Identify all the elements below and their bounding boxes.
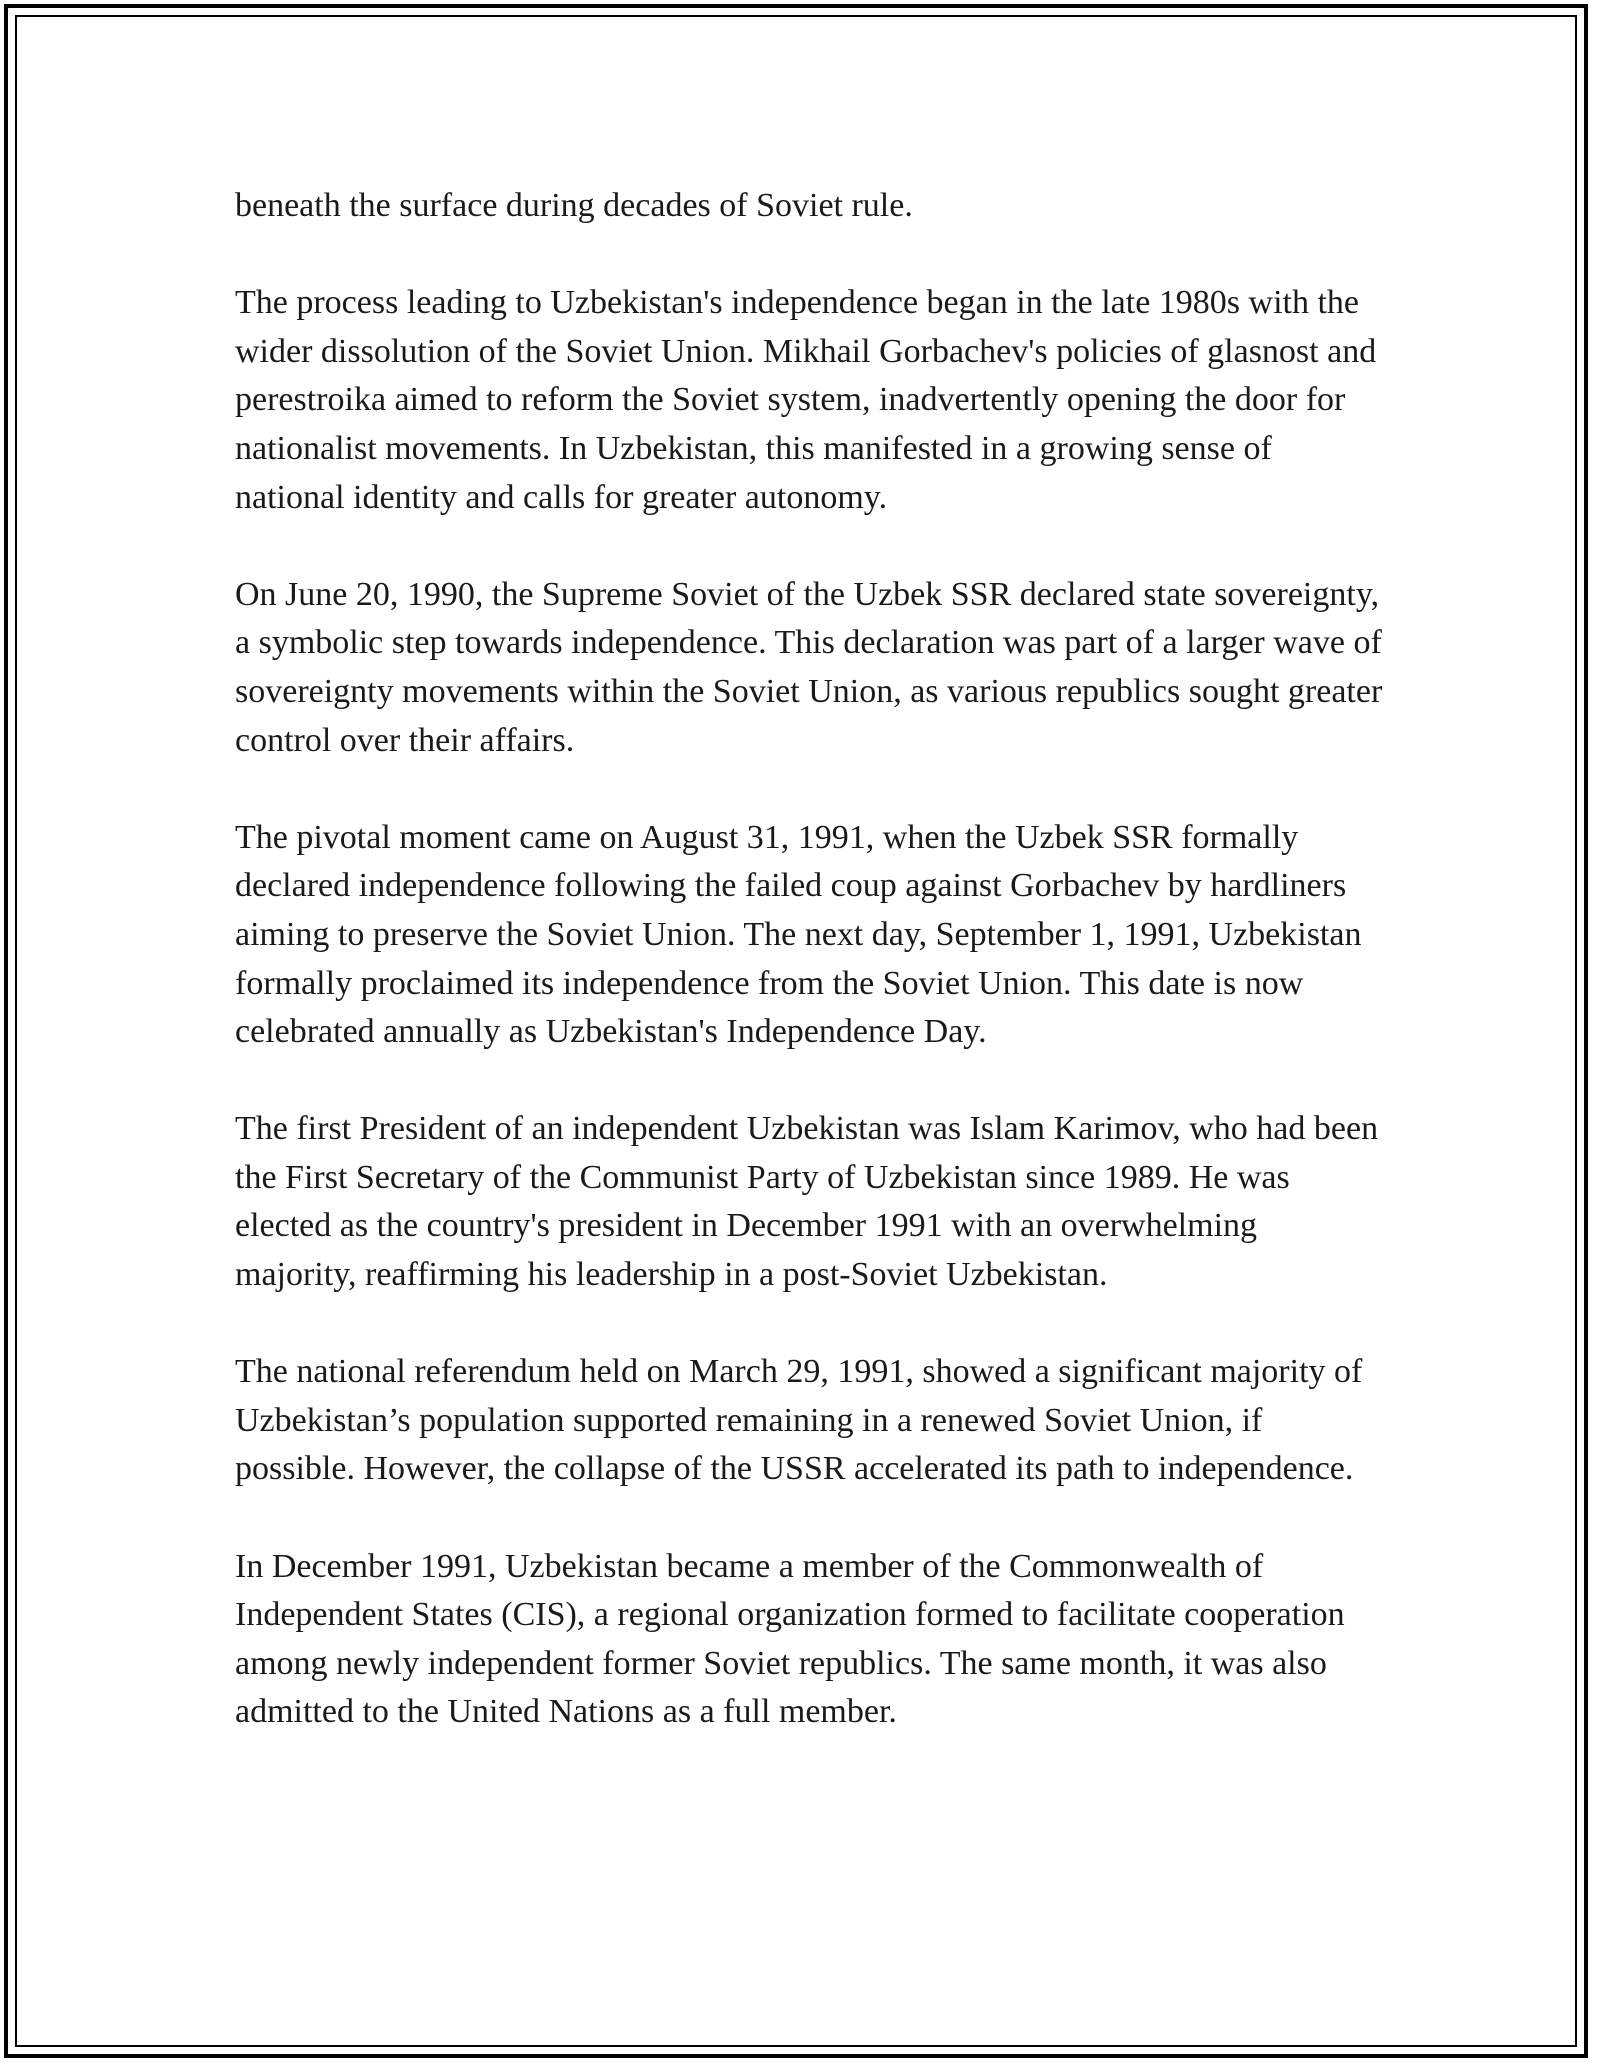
- paragraph-3: On June 20, 1990, the Supreme Soviet of the Uzbek SSR declared state sovereignty, a symbolic step towards independence. This declaration was part of a larger wave of sovereignty movements within the Soviet Union, as various republics sought greater control over their affairs.: [235, 575, 1383, 759]
- document-body: [235, 182, 1385, 1786]
- paragraph-2: The process leading to Uzbekistan's independence began in the late 1980s with the wider dissolution of the Soviet Union. Mikhail Gorbachev's policies of glasnost and perestroika aimed to reform the Soviet system, inadvertently opening the door for nationalist movements. In Uzbekistan, this manifested in a growing sense of national identity and calls for greater autonomy.: [235, 284, 1377, 516]
- paragraph-1: beneath the surface during decades of Soviet rule.: [235, 187, 913, 224]
- paragraph-5: The first President of an independent Uzbekistan was Islam Karimov, who had been the First Secretary of the Communist Party of Uzbekistan since 1989. He was elected as the country's president in December 1991 with an overwhelming majority, reaffirming his leadership in a post-Soviet Uzbekistan.: [235, 1110, 1379, 1294]
- paragraph-7: In December 1991, Uzbekistan became a member of the Commonwealth of Independent States (CIS), a regional organization formed to facilitate cooperation among newly independent former Soviet republics. The same month, it was also admitted to the United Nations as a full member.: [235, 1547, 1345, 1731]
- paragraph-6: The national referendum held on March 29, 1991, showed a significant majority of Uzbekistan’s population supported remaining in a renewed Soviet Union, if possible. However, the collapse of the USSR accelerated its path to independence.: [235, 1353, 1363, 1488]
- paragraph-4: The pivotal moment came on August 31, 1991, when the Uzbek SSR formally declared independence following the failed coup against Gorbachev by hardliners aiming to preserve the Soviet Union. The next day, September 1, 1991, Uzbekistan formally proclaimed its independence from the Soviet Union. This date is now celebrated annually as Uzbekistan's Independence Day.: [235, 818, 1362, 1051]
